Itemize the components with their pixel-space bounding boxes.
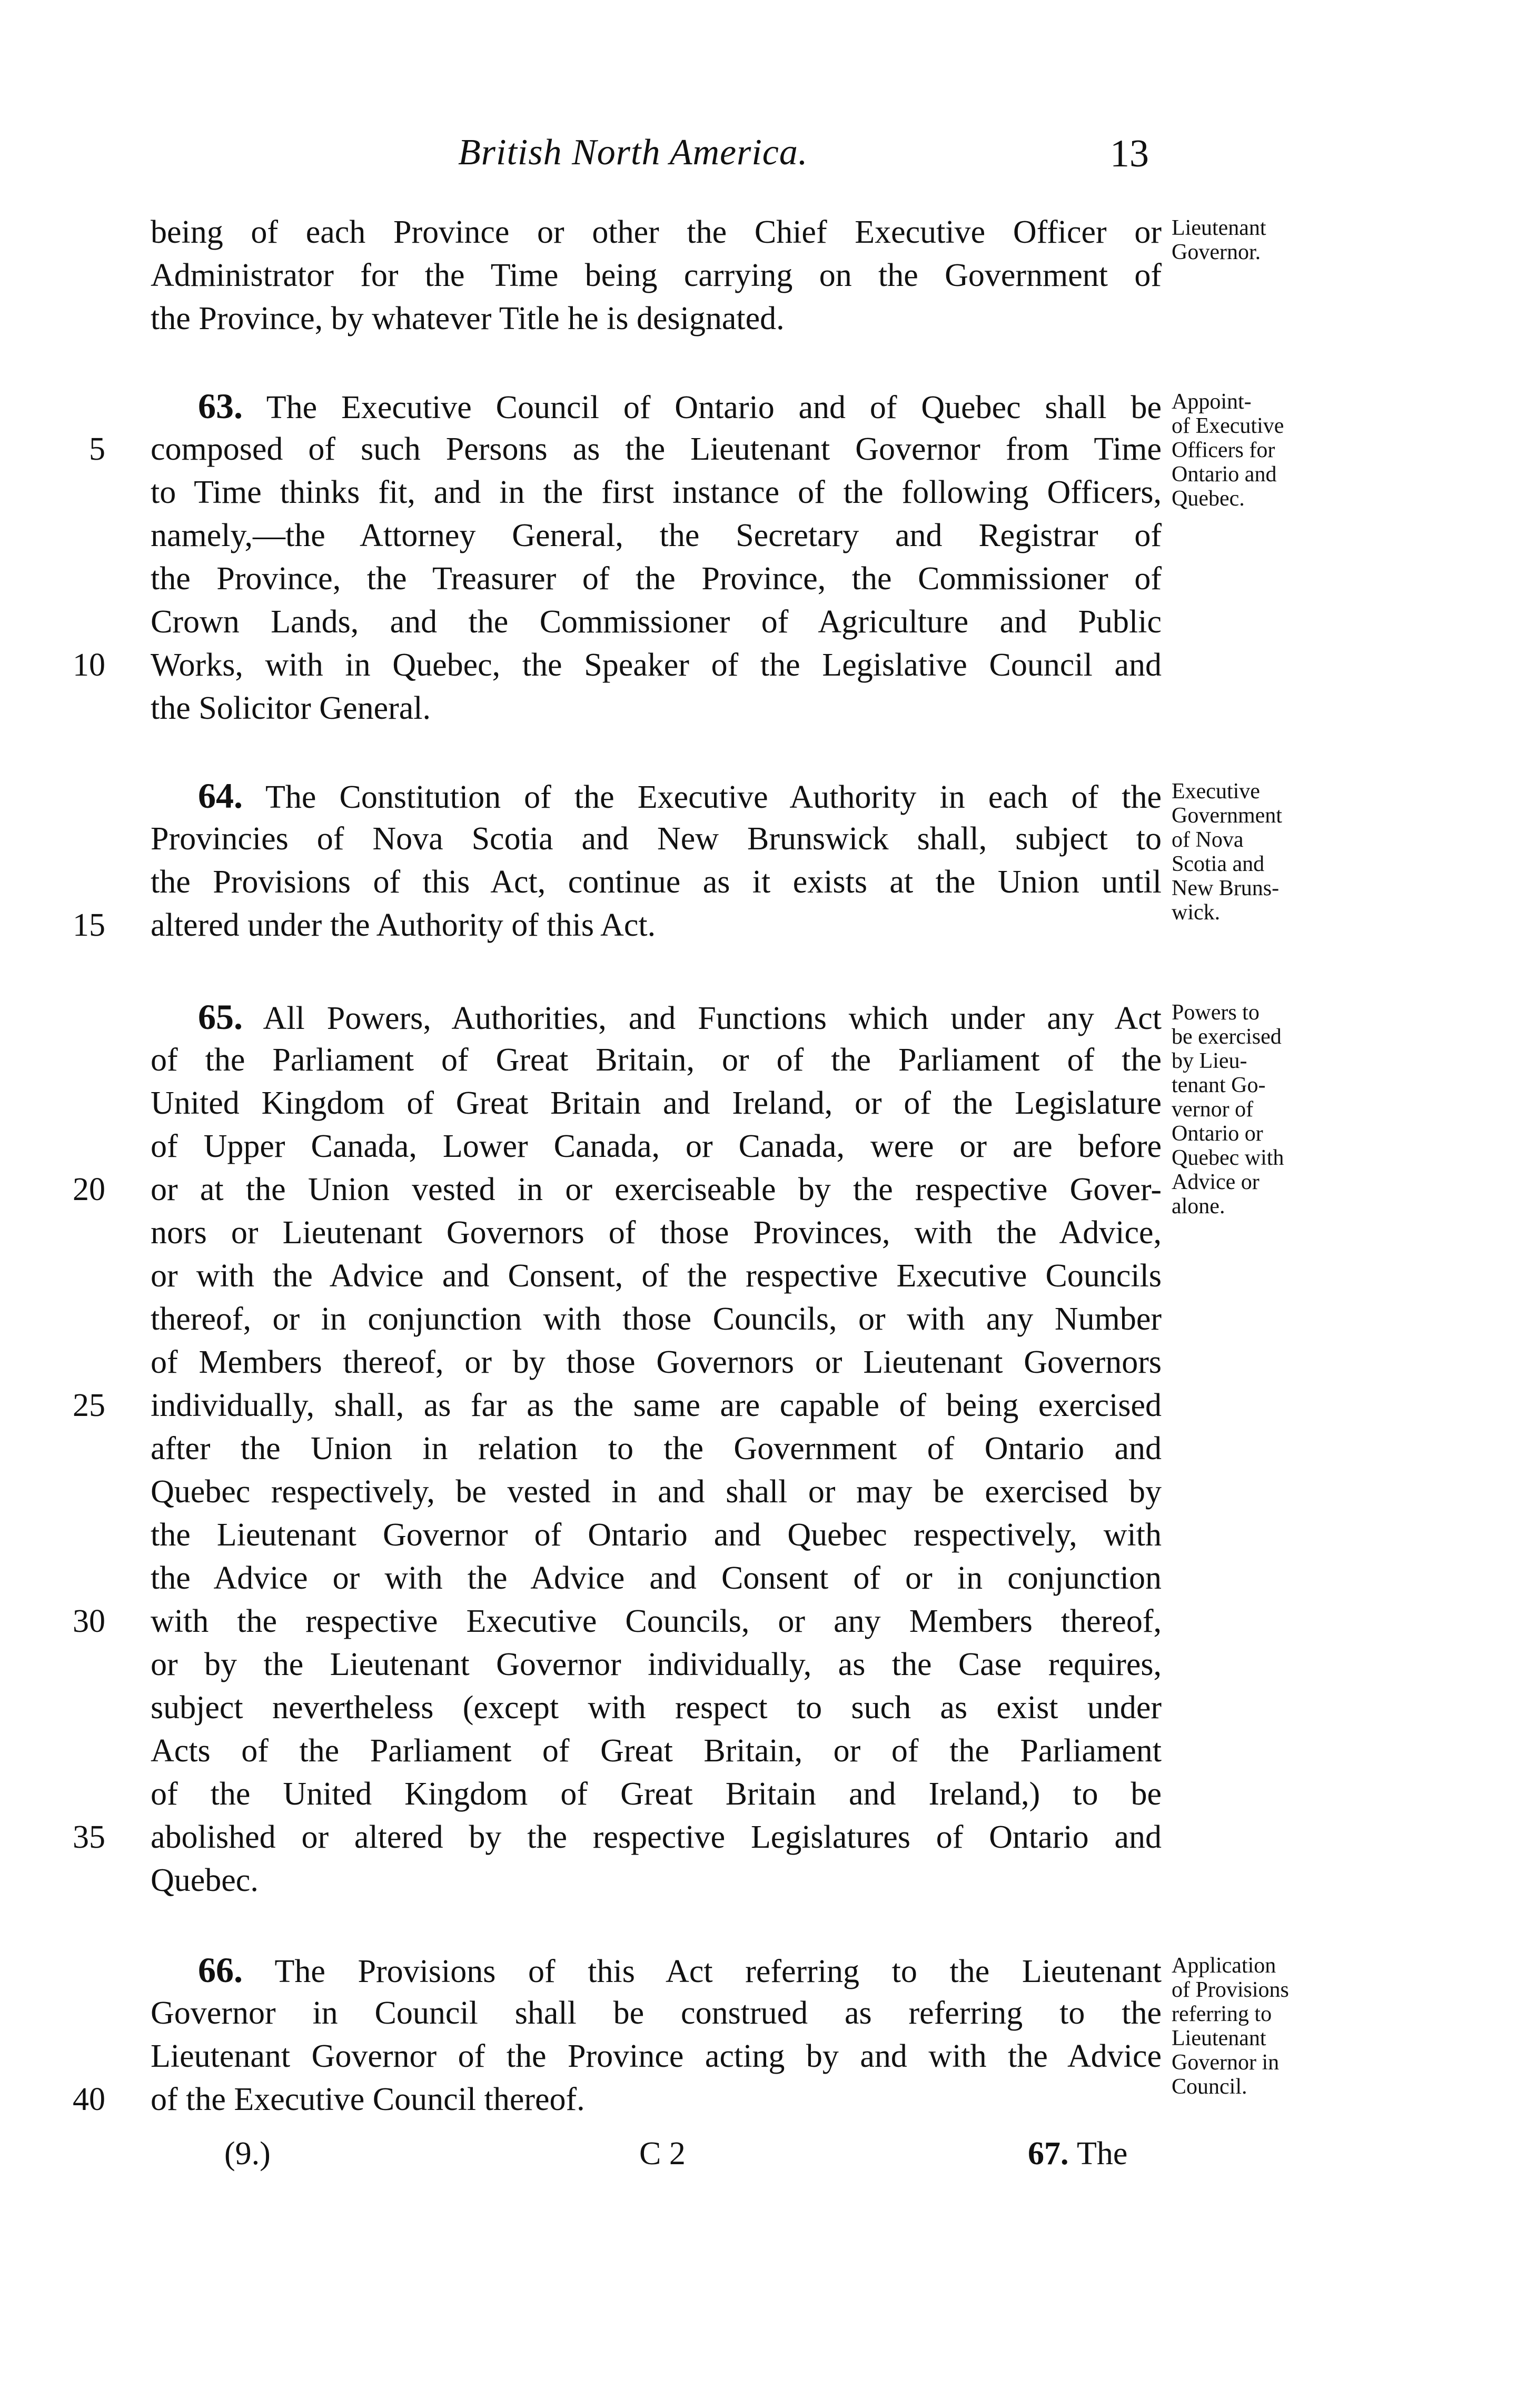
margin-note-line: of Provisions <box>1172 1978 1289 2002</box>
text-line <box>151 1513 1162 1557</box>
signature-mark: (9.) <box>224 2136 271 2172</box>
margin-note-line: by Lieu- <box>1172 1049 1247 1073</box>
margin-note-line: Quebec. <box>1172 487 1245 511</box>
text-line <box>151 1643 1162 1686</box>
line-text: the Provisions of this Act, continue as it exists at the Union until <box>151 864 1162 900</box>
catchword-word: The <box>1077 2136 1128 2172</box>
text-line <box>151 1427 1162 1470</box>
line-text: abolished or altered by the respective Legislatures of Ontario and <box>151 1819 1162 1855</box>
line-text: or with the Advice and Consent, of the respective Executive Councils <box>151 1258 1162 1294</box>
line-text: Quebec respectively, be vested in and shall or may be exercised by <box>151 1474 1162 1510</box>
text-line <box>151 860 1162 904</box>
text-line <box>151 1384 1162 1427</box>
text-line <box>151 2078 1162 2121</box>
margin-note-line: of Nova <box>1172 828 1244 852</box>
text-line <box>151 1686 1162 1729</box>
line-text: being of each Province or other the Chief Executive Officer or <box>151 214 1162 250</box>
line-text: of Members thereof, or by those Governors or Lieutenant Governors <box>151 1344 1162 1380</box>
line-number: 40 <box>73 2082 105 2117</box>
text-line <box>151 774 1162 817</box>
line-number: 35 <box>73 1819 105 1855</box>
margin-note-line: wick. <box>1172 900 1221 925</box>
line-text: The Executive Council of Ontario and of Quebec shall be <box>266 390 1162 425</box>
line-number: 25 <box>73 1388 105 1423</box>
line-text: Administrator for the Time being carrying on the Government of <box>151 257 1162 293</box>
line-text: Crown Lands, and the Commissioner of Agriculture and Public <box>151 604 1162 640</box>
section-s66 <box>151 1948 1162 2121</box>
margin-note-line: Powers to <box>1172 1000 1260 1025</box>
text-line <box>151 1991 1162 2035</box>
line-text: Acts of the Parliament of Great Britain, or of the Parliament <box>151 1733 1162 1769</box>
margin-note-line: Council. <box>1172 2075 1247 2099</box>
text-line <box>151 514 1162 557</box>
text-line <box>151 687 1162 730</box>
margin-note-cont <box>1172 216 1345 264</box>
margin-note-line: New Bruns- <box>1172 876 1280 900</box>
line-text: the Lieutenant Governor of Ontario and Quebec respectively, with <box>151 1517 1162 1553</box>
line-text: altered under the Authority of this Act. <box>151 907 656 943</box>
margin-note-s66 <box>1172 1954 1345 2099</box>
margin-note-line: be exercised <box>1172 1025 1282 1049</box>
section-number: 63. <box>198 386 243 426</box>
line-text: composed of such Persons as the Lieutenant Governor from Time <box>151 431 1162 467</box>
margin-note-line: vernor of <box>1172 1097 1254 1122</box>
section-number: 66. <box>198 1950 243 1990</box>
margin-note-s65 <box>1172 1000 1345 1218</box>
line-text: the Province, by whatever Title he is designated. <box>151 301 785 336</box>
margin-note-line: Application <box>1172 1954 1276 1978</box>
line-text: or at the Union vested in or exerciseable by the respective Gover- <box>151 1172 1162 1207</box>
text-line <box>151 211 1162 254</box>
margin-note-line: Lieutenant <box>1172 2026 1266 2050</box>
text-line <box>151 995 1162 1038</box>
page-number: 13 <box>1110 132 1149 175</box>
line-text: The Constitution of the Executive Authority in each of the <box>265 779 1162 815</box>
line-number: 20 <box>73 1172 105 1207</box>
margin-note-line: alone. <box>1172 1194 1225 1218</box>
margin-note-line: tenant Go- <box>1172 1073 1266 1097</box>
section-number: 65. <box>198 997 243 1037</box>
line-number: 15 <box>73 907 105 943</box>
margin-note-s64 <box>1172 779 1345 925</box>
catchword <box>1028 2135 1127 2173</box>
line-number: 10 <box>73 647 105 683</box>
section-s64 <box>151 774 1162 947</box>
text-line <box>151 1082 1162 1125</box>
text-line <box>151 1168 1162 1211</box>
text-line <box>151 1341 1162 1384</box>
line-number: 30 <box>73 1603 105 1639</box>
margin-note-line: Advice or <box>1172 1170 1260 1194</box>
text-line <box>151 471 1162 514</box>
line-text: of Upper Canada, Lower Canada, or Canada, were or are before <box>151 1128 1162 1164</box>
text-line <box>151 1816 1162 1859</box>
text-line <box>151 1948 1162 1991</box>
line-text: to Time thinks fit, and in the first instance of the following Officers, <box>151 474 1162 510</box>
line-text: the Province, the Treasurer of the Province, the Commissioner of <box>151 561 1162 597</box>
line-text: or by the Lieutenant Governor individually, as the Case requires, <box>151 1647 1162 1682</box>
margin-note-line: Lieutenant <box>1172 216 1266 240</box>
section-cont <box>151 211 1162 340</box>
margin-note-s63 <box>1172 390 1345 511</box>
text-line <box>151 254 1162 297</box>
text-line <box>151 1297 1162 1341</box>
section-s65 <box>151 995 1162 1902</box>
text-line <box>151 1125 1162 1168</box>
text-line <box>151 1772 1162 1816</box>
text-line <box>151 1729 1162 1772</box>
line-text: individually, shall, as far as the same are capable of being exercised <box>151 1388 1162 1423</box>
line-text: Lieutenant Governor of the Province acting by and with the Advice <box>151 2038 1162 2074</box>
text-line <box>151 643 1162 687</box>
line-text: of the Executive Council thereof. <box>151 2082 585 2117</box>
line-text: The Provisions of this Act referring to the Lieutenant <box>274 1954 1162 1989</box>
line-text: United Kingdom of Great Britain and Ireland, or of the Legislature <box>151 1085 1162 1121</box>
line-text: with the respective Executive Councils, or any Members thereof, <box>151 1603 1162 1639</box>
section-s63 <box>151 384 1162 730</box>
line-text: after the Union in relation to the Government of Ontario and <box>151 1431 1162 1466</box>
margin-note-line: referring to <box>1172 2002 1272 2026</box>
margin-note-line: Executive <box>1172 779 1260 804</box>
margin-note-line: of Executive <box>1172 414 1284 438</box>
text-line <box>151 557 1162 600</box>
text-line <box>151 1038 1162 1082</box>
text-line <box>151 2035 1162 2078</box>
text-line <box>151 817 1162 860</box>
margin-note-line: Ontario or <box>1172 1122 1263 1146</box>
line-text: namely,—the Attorney General, the Secretary and Registrar of <box>151 518 1162 553</box>
line-text: of the Parliament of Great Britain, or of the Parliament of the <box>151 1042 1162 1078</box>
text-line <box>151 600 1162 643</box>
text-line <box>151 904 1162 947</box>
margin-note-line: Appoint- <box>1172 390 1252 414</box>
text-line <box>151 1600 1162 1643</box>
margin-note-line: Governor. <box>1172 240 1261 264</box>
text-line <box>151 297 1162 340</box>
margin-note-line: Ontario and <box>1172 462 1277 487</box>
text-line <box>151 1254 1162 1297</box>
text-line <box>151 428 1162 471</box>
running-title: British North America. <box>458 132 808 173</box>
text-line <box>151 1470 1162 1513</box>
line-text: the Solicitor General. <box>151 690 431 726</box>
line-number: 5 <box>89 431 105 467</box>
gathering-mark: C 2 <box>639 2136 686 2172</box>
margin-note-line: Governor in <box>1172 2050 1280 2075</box>
margin-note-line: Government <box>1172 804 1282 828</box>
line-text: All Powers, Authorities, and Functions which under any Act <box>263 1000 1162 1036</box>
margin-note-line: Scotia and <box>1172 852 1265 876</box>
line-text: Governor in Council shall be construed as referring to the <box>151 1995 1162 2031</box>
text-line <box>151 1859 1162 1902</box>
line-text: Works, with in Quebec, the Speaker of the Legislative Council and <box>151 647 1162 683</box>
line-text: of the United Kingdom of Great Britain and Ireland,) to be <box>151 1776 1162 1812</box>
line-text: the Advice or with the Advice and Consent of or in conjunction <box>151 1560 1162 1596</box>
line-text: subject nevertheless (except with respect to such as exist under <box>151 1690 1162 1726</box>
line-text: thereof, or in conjunction with those Councils, or with any Number <box>151 1301 1162 1337</box>
line-text: Provincies of Nova Scotia and New Brunswick shall, subject to <box>151 821 1162 857</box>
line-text: nors or Lieutenant Governors of those Provinces, with the Advice, <box>151 1215 1162 1251</box>
text-line <box>151 1557 1162 1600</box>
line-text: Quebec. <box>151 1862 259 1898</box>
margin-note-line: Quebec with <box>1172 1146 1284 1170</box>
catchword-number: 67. <box>1028 2136 1069 2172</box>
text-line <box>151 1211 1162 1254</box>
text-line <box>151 384 1162 428</box>
section-number: 64. <box>198 776 243 816</box>
margin-note-line: Officers for <box>1172 438 1275 462</box>
